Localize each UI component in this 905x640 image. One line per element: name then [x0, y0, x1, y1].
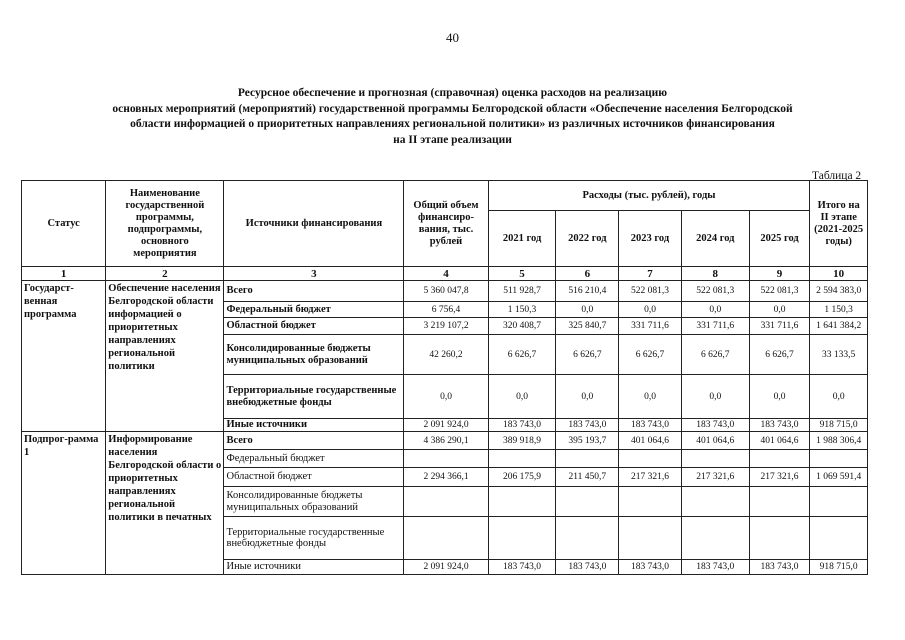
- value-cell: 401 064,6: [619, 432, 682, 450]
- title-line: Ресурсное обеспечение и прогнозная (справочная) оценка расходов на реализацию: [237, 87, 668, 99]
- source-cell: Иные источники: [224, 419, 404, 432]
- value-cell: 2 594 383,0: [810, 281, 868, 302]
- header-year: 2021 год: [488, 211, 556, 267]
- value-cell: [619, 517, 682, 560]
- value-cell: 206 175,9: [488, 468, 556, 487]
- value-cell: 0,0: [556, 375, 619, 419]
- value-cell: [810, 487, 868, 517]
- value-cell: [619, 450, 682, 468]
- value-cell: 522 081,3: [619, 281, 682, 302]
- table-body: [22, 281, 868, 575]
- value-cell: [404, 517, 488, 560]
- value-cell: [488, 517, 556, 560]
- page-number: 40: [446, 30, 459, 45]
- value-cell: 0,0: [556, 302, 619, 318]
- value-cell: 516 210,4: [556, 281, 619, 302]
- value-cell: 3 219 107,2: [404, 318, 488, 335]
- value-cell: 918 715,0: [810, 560, 868, 575]
- value-cell: [681, 450, 749, 468]
- value-cell: [488, 487, 556, 517]
- value-cell: [404, 450, 488, 468]
- value-cell: [681, 487, 749, 517]
- value-cell: 183 743,0: [681, 419, 749, 432]
- value-cell: 0,0: [749, 302, 810, 318]
- value-cell: 401 064,6: [681, 432, 749, 450]
- column-number: 1: [22, 267, 106, 281]
- title-line: на II этапе реализации: [393, 133, 512, 146]
- column-number: 7: [619, 267, 682, 281]
- column-number: 6: [556, 267, 619, 281]
- value-cell: 211 450,7: [556, 468, 619, 487]
- value-cell: [556, 517, 619, 560]
- value-cell: 2 091 924,0: [404, 560, 488, 575]
- value-cell: 522 081,3: [681, 281, 749, 302]
- source-cell: Всего: [224, 281, 404, 302]
- value-cell: 217 321,6: [681, 468, 749, 487]
- value-cell: 395 193,7: [556, 432, 619, 450]
- value-cell: 183 743,0: [681, 560, 749, 575]
- value-cell: 183 743,0: [556, 560, 619, 575]
- title-line: области информацией о приоритетных направлениях региональной политики» из различных источников финансирования: [130, 118, 775, 130]
- column-number-row: [22, 267, 868, 281]
- header-expenses: Расходы (тыс. рублей), годы: [488, 181, 810, 211]
- column-number: 3: [224, 267, 404, 281]
- header-year: 2023 год: [619, 211, 682, 267]
- value-cell: 331 711,6: [619, 318, 682, 335]
- value-cell: 183 743,0: [619, 419, 682, 432]
- source-cell: Территориальные государственные внебюджетные фонды: [224, 517, 404, 560]
- program-name-cell: Информирование населения Белгородской области о приоритетных направлениях региональной политики в печатных: [106, 432, 224, 575]
- value-cell: [810, 450, 868, 468]
- value-cell: 1 988 306,4: [810, 432, 868, 450]
- value-cell: 1 150,3: [488, 302, 556, 318]
- value-cell: [619, 487, 682, 517]
- source-cell: Областной бюджет: [224, 318, 404, 335]
- value-cell: 0,0: [488, 375, 556, 419]
- value-cell: 0,0: [810, 375, 868, 419]
- column-number: 8: [681, 267, 749, 281]
- value-cell: 4 386 290,1: [404, 432, 488, 450]
- value-cell: 0,0: [619, 375, 682, 419]
- source-cell: Областной бюджет: [224, 468, 404, 487]
- value-cell: 5 360 047,8: [404, 281, 488, 302]
- value-cell: 2 091 924,0: [404, 419, 488, 432]
- value-cell: 522 081,3: [749, 281, 810, 302]
- value-cell: 331 711,6: [749, 318, 810, 335]
- value-cell: [556, 450, 619, 468]
- value-cell: 389 918,9: [488, 432, 556, 450]
- value-cell: 183 743,0: [488, 560, 556, 575]
- value-cell: 0,0: [619, 302, 682, 318]
- value-cell: 918 715,0: [810, 419, 868, 432]
- value-cell: 0,0: [404, 375, 488, 419]
- header-year: 2025 год: [749, 211, 810, 267]
- value-cell: 183 743,0: [619, 560, 682, 575]
- document-title: [20, 86, 885, 148]
- finance-table: [21, 180, 868, 575]
- column-number: 5: [488, 267, 556, 281]
- value-cell: 331 711,6: [681, 318, 749, 335]
- header-total: Общий объем финансиро-вания, тыс. рублей: [404, 181, 488, 267]
- value-cell: 217 321,6: [619, 468, 682, 487]
- value-cell: 217 321,6: [749, 468, 810, 487]
- value-cell: 6 626,7: [749, 335, 810, 375]
- value-cell: 6 626,7: [488, 335, 556, 375]
- value-cell: 1 150,3: [810, 302, 868, 318]
- value-cell: 325 840,7: [556, 318, 619, 335]
- column-number: 4: [404, 267, 488, 281]
- value-cell: [810, 517, 868, 560]
- value-cell: [404, 487, 488, 517]
- value-cell: 0,0: [681, 375, 749, 419]
- value-cell: [749, 450, 810, 468]
- status-cell: Государст-венная программа: [22, 281, 106, 432]
- table-label: Таблица 2: [812, 170, 862, 182]
- value-cell: 2 294 366,1: [404, 468, 488, 487]
- column-number: 2: [106, 267, 224, 281]
- title-line: основных мероприятий (мероприятий) государственной программы Белгородской области «Обеспечение населения Белгородской: [112, 102, 793, 115]
- table-row: [22, 281, 868, 302]
- value-cell: 401 064,6: [749, 432, 810, 450]
- source-cell: Иные источники: [224, 560, 404, 575]
- header-name: Наименование государственной программы, подпрограммы, основного мероприятия: [106, 181, 224, 267]
- value-cell: [749, 487, 810, 517]
- value-cell: 6 626,7: [556, 335, 619, 375]
- header-year: 2024 год: [681, 211, 749, 267]
- value-cell: 0,0: [681, 302, 749, 318]
- header-sources: Источники финансирования: [224, 181, 404, 267]
- value-cell: 42 260,2: [404, 335, 488, 375]
- source-cell: Федеральный бюджет: [224, 302, 404, 318]
- value-cell: 33 133,5: [810, 335, 868, 375]
- value-cell: 6 626,7: [619, 335, 682, 375]
- value-cell: 1 069 591,4: [810, 468, 868, 487]
- source-cell: Всего: [224, 432, 404, 450]
- column-number: 10: [810, 267, 868, 281]
- table-row: [22, 432, 868, 450]
- source-cell: Консолидированные бюджеты муниципальных образований: [224, 335, 404, 375]
- status-cell: Подпрог-рамма 1: [22, 432, 106, 575]
- value-cell: [749, 517, 810, 560]
- value-cell: 6 756,4: [404, 302, 488, 318]
- header-year: 2022 год: [556, 211, 619, 267]
- value-cell: 183 743,0: [749, 419, 810, 432]
- value-cell: 1 641 384,2: [810, 318, 868, 335]
- value-cell: 183 743,0: [488, 419, 556, 432]
- value-cell: 511 928,7: [488, 281, 556, 302]
- value-cell: 183 743,0: [749, 560, 810, 575]
- value-cell: 320 408,7: [488, 318, 556, 335]
- source-cell: Территориальные государственные внебюджетные фонды: [224, 375, 404, 419]
- value-cell: [556, 487, 619, 517]
- program-name-cell: Обеспечение населения Белгородской области информацией о приоритетных направлениях региональной политики: [106, 281, 224, 432]
- source-cell: Консолидированные бюджеты муниципальных образований: [224, 487, 404, 517]
- value-cell: [488, 450, 556, 468]
- source-cell: Федеральный бюджет: [224, 450, 404, 468]
- column-number: 9: [749, 267, 810, 281]
- value-cell: [681, 517, 749, 560]
- value-cell: 183 743,0: [556, 419, 619, 432]
- value-cell: 0,0: [749, 375, 810, 419]
- header-final: Итого на II этапе (2021-2025 годы): [810, 181, 868, 267]
- value-cell: 6 626,7: [681, 335, 749, 375]
- header-status: Статус: [22, 181, 106, 267]
